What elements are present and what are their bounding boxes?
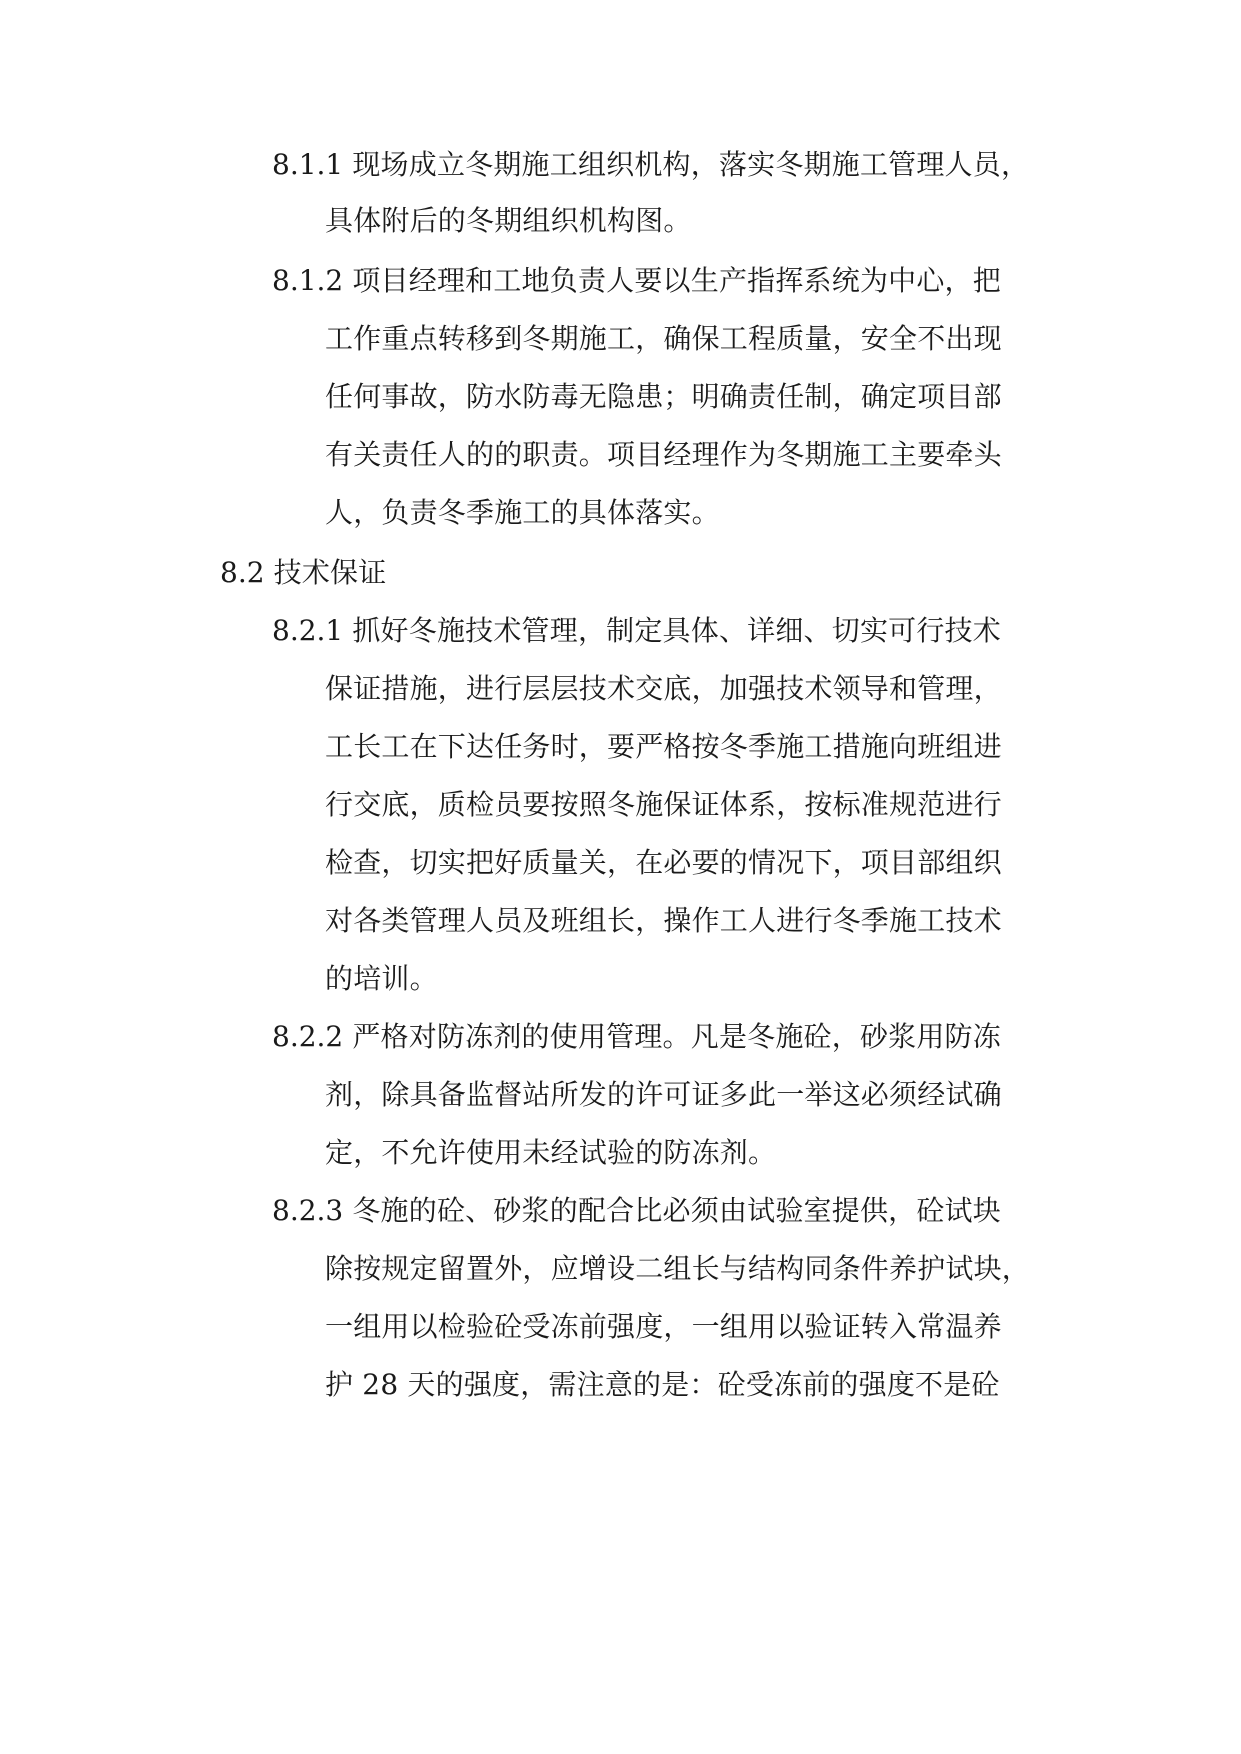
paragraph-text: 严格对防冻剂的使用管理。凡是冬施砼，砂浆用防冻 xyxy=(352,1020,1001,1053)
section-heading-8-2 xyxy=(220,556,386,590)
paragraph-8-2-3-line-3: 一组用以检验砼受冻前强度，一组用以验证转入常温养 xyxy=(325,1310,1002,1343)
section-number: 8.2.3 xyxy=(272,1194,344,1227)
paragraph-8-1-2-line-3: 任何事故，防水防毒无隐患；明确责任制，确定项目部 xyxy=(325,380,1002,413)
paragraph-8-2-1-line-6: 对各类管理人员及班组长，操作工人进行冬季施工技术 xyxy=(325,904,1002,937)
paragraph-8-2-1-line-4: 行交底，质检员要按照冬施保证体系，按标准规范进行 xyxy=(325,788,1002,821)
section-number: 8.2 xyxy=(220,556,265,589)
paragraph-text: 项目经理和工地负责人要以生产指挥系统为中心，把 xyxy=(352,264,1001,297)
paragraph-8-2-1-line-2: 保证措施，进行层层技术交底，加强技术领导和管理， xyxy=(325,672,1002,705)
paragraph-8-1-2-line-1 xyxy=(272,264,1001,298)
paragraph-8-2-3-line-2: 除按规定留置外，应增设二组长与结构同条件养护试块， xyxy=(325,1252,1031,1285)
section-title: 技术保证 xyxy=(273,556,387,589)
paragraph-8-2-2-line-1 xyxy=(272,1020,1001,1054)
paragraph-8-1-2-line-5: 人，负责冬季施工的具体落实。 xyxy=(325,496,720,529)
section-number: 8.1.2 xyxy=(272,264,344,297)
paragraph-8-2-3-line-1 xyxy=(272,1194,1001,1228)
section-number: 8.2.2 xyxy=(272,1020,344,1053)
paragraph-text: 现场成立冬期施工组织机构，落实冬期施工管理人员， xyxy=(352,148,1030,181)
paragraph-8-2-1-line-5: 检查，切实把好质量关，在必要的情况下，项目部组织 xyxy=(325,846,1002,879)
paragraph-8-2-1-line-3: 工长工在下达任务时，要严格按冬季施工措施向班组进 xyxy=(325,730,1002,763)
paragraph-8-2-2-line-3: 定，不允许使用未经试验的防冻剂。 xyxy=(325,1136,777,1169)
paragraph-8-2-3-line-4: 护 28 天的强度，需注意的是：砼受冻前的强度不是砼 xyxy=(325,1368,1000,1401)
paragraph-text: 抓好冬施技术管理，制定具体、详细、切实可行技术 xyxy=(352,614,1001,647)
paragraph-8-1-1-line-1 xyxy=(272,148,1029,182)
paragraph-8-1-2-line-2: 工作重点转移到冬期施工，确保工程质量，安全不出现 xyxy=(325,322,1002,355)
paragraph-text: 冬施的砼、砂浆的配合比必须由试验室提供，砼试块 xyxy=(352,1194,1001,1227)
paragraph-8-1-1-line-2: 具体附后的冬期组织机构图。 xyxy=(325,204,692,237)
section-number: 8.1.1 xyxy=(272,148,344,181)
paragraph-8-2-1-line-1 xyxy=(272,614,1001,648)
paragraph-8-2-1-line-7: 的培训。 xyxy=(325,962,438,995)
section-number: 8.2.1 xyxy=(272,614,344,647)
paragraph-8-2-2-line-2: 剂，除具备监督站所发的许可证多此一举这必须经试确 xyxy=(325,1078,1002,1111)
paragraph-8-1-2-line-4: 有关责任人的的职责。项目经理作为冬期施工主要牵头 xyxy=(325,438,1002,471)
